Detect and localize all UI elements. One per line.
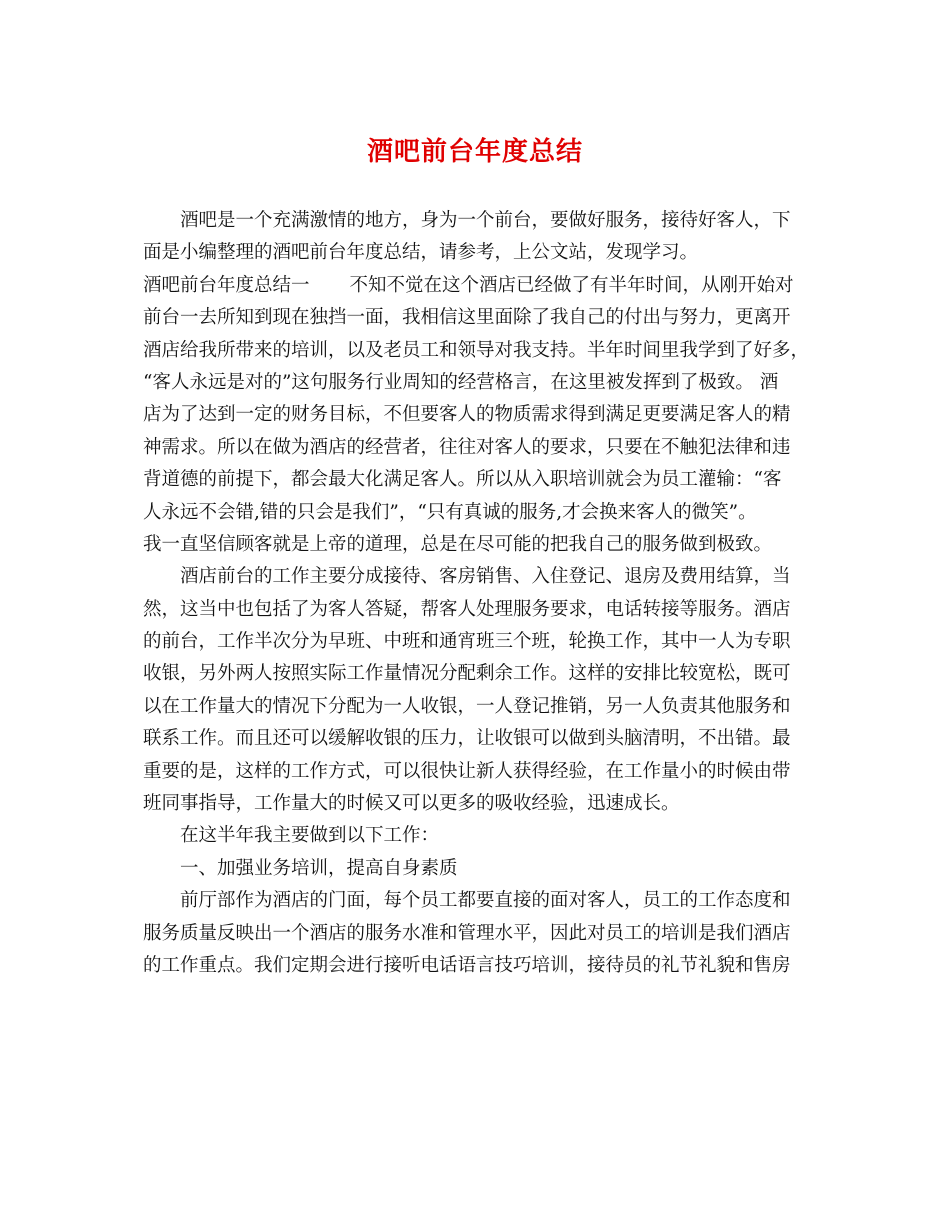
paragraph-line: 店为了达到一定的财务目标，不但要客人的物质需求得到满足更要满足客人的精 bbox=[143, 404, 791, 426]
paragraph-line: 面是小编整理的酒吧前台年度总结，请参考，上公文站，发现学习。 bbox=[143, 242, 699, 264]
document-title: 酒吧前台年度总结 bbox=[366, 137, 583, 167]
paragraph-line: 收银，另外两人按照实际工作量情况分配剩余工作。这样的安排比较宽松，既可 bbox=[143, 663, 791, 685]
paragraph-line: 服务质量反映出一个酒店的服务水准和管理水平，因此对员工的培训是我们酒店 bbox=[143, 922, 791, 944]
document-body bbox=[143, 205, 810, 982]
paragraph-line: 前厅部作为酒店的门面，每个员工都要直接的面对客人，员工的工作态度和 bbox=[180, 890, 791, 912]
paragraph-line: 重要的是，这样的工作方式，可以很快让新人获得经验，在工作量小的时候由带 bbox=[143, 760, 791, 782]
paragraph-line: 以在工作量大的情况下分配为一人收银，一人登记推销，另一人负责其他服务和 bbox=[143, 695, 791, 717]
paragraph-line: “客人永远是对的”这句服务行业周知的经营格言，在这里被发挥到了极致。 酒 bbox=[143, 371, 779, 393]
paragraph-text: 不知不觉在这个酒店已经做了有半年时间，从刚开始对 bbox=[349, 274, 794, 296]
paragraph-line: 神需求。所以在做为酒店的经营者，往往对客人的要求，只要在不触犯法律和违 bbox=[143, 436, 791, 458]
paragraph-line: 酒吧是一个充满激情的地方，身为一个前台，要做好服务，接待好客人，下 bbox=[180, 210, 791, 231]
section-heading: 酒吧前台年度总结一 bbox=[143, 274, 310, 296]
paragraph-line: 然，这当中也包括了为客人答疑，帮客人处理服务要求，电话转接等服务。酒店 bbox=[143, 598, 791, 620]
paragraph-line: 人永远不会错,错的只会是我们”，“只有真诚的服务,才会换来客人的微笑”。 bbox=[143, 501, 757, 523]
paragraph-line: 酒店前台的工作主要分成接待、客房销售、入住登记、退房及费用结算，当 bbox=[180, 566, 791, 588]
paragraph-line: 的前台，工作半次分为早班、中班和通宵班三个班，轮换工作，其中一人为专职 bbox=[143, 631, 791, 653]
paragraph-line: 班同事指导，工作量大的时候又可以更多的吸收经验，迅速成长。 bbox=[143, 793, 680, 815]
paragraph-line: 前台一去所知到现在独挡一面，我相信这里面除了我自己的付出与努力，更离开 bbox=[143, 307, 791, 329]
paragraph-line: 我一直坚信顾客就是上帝的道理，总是在尽可能的把我自己的服务做到极致。 bbox=[143, 533, 773, 555]
paragraph-line: 的工作重点。我们定期会进行接听电话语言技巧培训，接待员的礼节礼貌和售房 bbox=[143, 954, 791, 976]
paragraph-line: 联系工作。而且还可以缓解收银的压力，让收银可以做到头脑清明，不出错。最 bbox=[143, 728, 791, 750]
paragraph-line: 在这半年我主要做到以下工作： bbox=[180, 825, 440, 847]
paragraph-line: 酒店给我所带来的培训，以及老员工和领导对我支持。半年时间里我学到了好多， bbox=[143, 339, 810, 361]
section-heading: 一、加强业务培训，提高自身素质 bbox=[180, 857, 458, 879]
paragraph-line: 背道德的前提下，都会最大化满足客人。所以从入职培训就会为员工灌输：“客 bbox=[143, 469, 782, 491]
paragraph-line bbox=[143, 270, 803, 302]
